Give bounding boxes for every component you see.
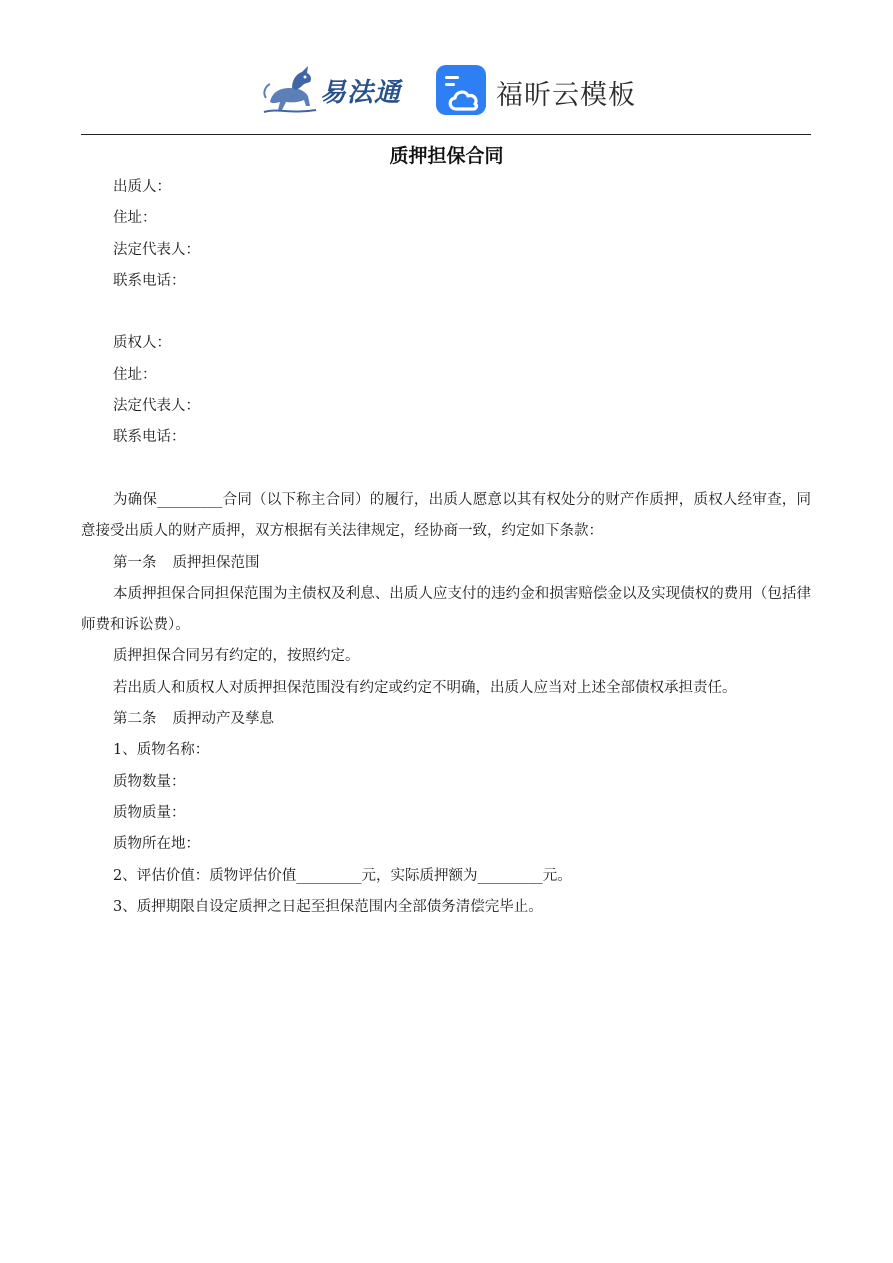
- pledgor-phone-label: 联系电话：: [113, 272, 186, 289]
- cloud-template-icon: [436, 65, 486, 115]
- article-2-title: 质押动产及孳息: [172, 711, 274, 728]
- preamble-paragraph: 为确保_________合同（以下称主合同）的履行，出质人愿意以其有权处分的财产作质押，质权人经审查，同意接受出质人的财产质押，双方根据有关法律规定，经协商一致，约定如下条款：: [81, 491, 811, 540]
- collateral-name-label: 1、质物名称：: [113, 742, 210, 759]
- pledgor-name-label: 出质人：: [113, 179, 171, 195]
- brand-left-text: 易法通: [320, 78, 402, 108]
- article-1-paragraph-1: 本质押担保合同担保范围为主债权及利息、出质人应支付的违约金和损害赔偿金以及实现债权的费用（包括律师费和诉讼费）。: [81, 585, 811, 634]
- article-1-paragraph-3: 若出质人和质权人对质押担保范围没有约定或约定不明确，出质人应当对上述全部债权承担责任。: [113, 679, 737, 696]
- document-body: [81, 172, 811, 923]
- yifatong-logo: [262, 62, 412, 118]
- pledgee-address-label: 住址：: [113, 366, 157, 383]
- pledgor-rep-label: 法定代表人：: [113, 241, 200, 258]
- page-header: [0, 60, 893, 122]
- pledgee-rep-label: 法定代表人：: [113, 398, 200, 415]
- spacer: [81, 454, 811, 485]
- spacer: [81, 297, 811, 328]
- article-1-title: 质押担保范围: [172, 554, 260, 571]
- article-1-heading: [81, 548, 811, 579]
- collateral-quality-label: 质物质量：: [113, 804, 186, 821]
- pledgor-address-label: 住址：: [113, 210, 157, 227]
- article-2-heading: [81, 704, 811, 735]
- unicorn-emblem-icon: [262, 62, 320, 118]
- brand-right-text: 福昕云模板: [496, 80, 636, 111]
- article-1-paragraph-2: 质押担保合同另有约定的，按照约定。: [113, 648, 360, 665]
- collateral-location-label: 质物所在地：: [113, 836, 200, 853]
- document-title: 质押担保合同: [389, 145, 504, 167]
- article-2-number: 第二条: [113, 711, 157, 728]
- collateral-quantity-label: 质物数量：: [113, 773, 186, 790]
- valuation-line: 2、评估价值：质物评估价值_________元，实际质押额为_________元。: [113, 867, 572, 884]
- header-divider: [81, 134, 811, 135]
- pledgee-name-label: 质权人：: [113, 335, 171, 352]
- pledge-term-line: 3、质押期限自设定质押之日起至担保范围内全部债务清偿完毕止。: [113, 898, 543, 915]
- article-1-number: 第一条: [113, 554, 157, 571]
- pledgee-phone-label: 联系电话：: [113, 429, 186, 446]
